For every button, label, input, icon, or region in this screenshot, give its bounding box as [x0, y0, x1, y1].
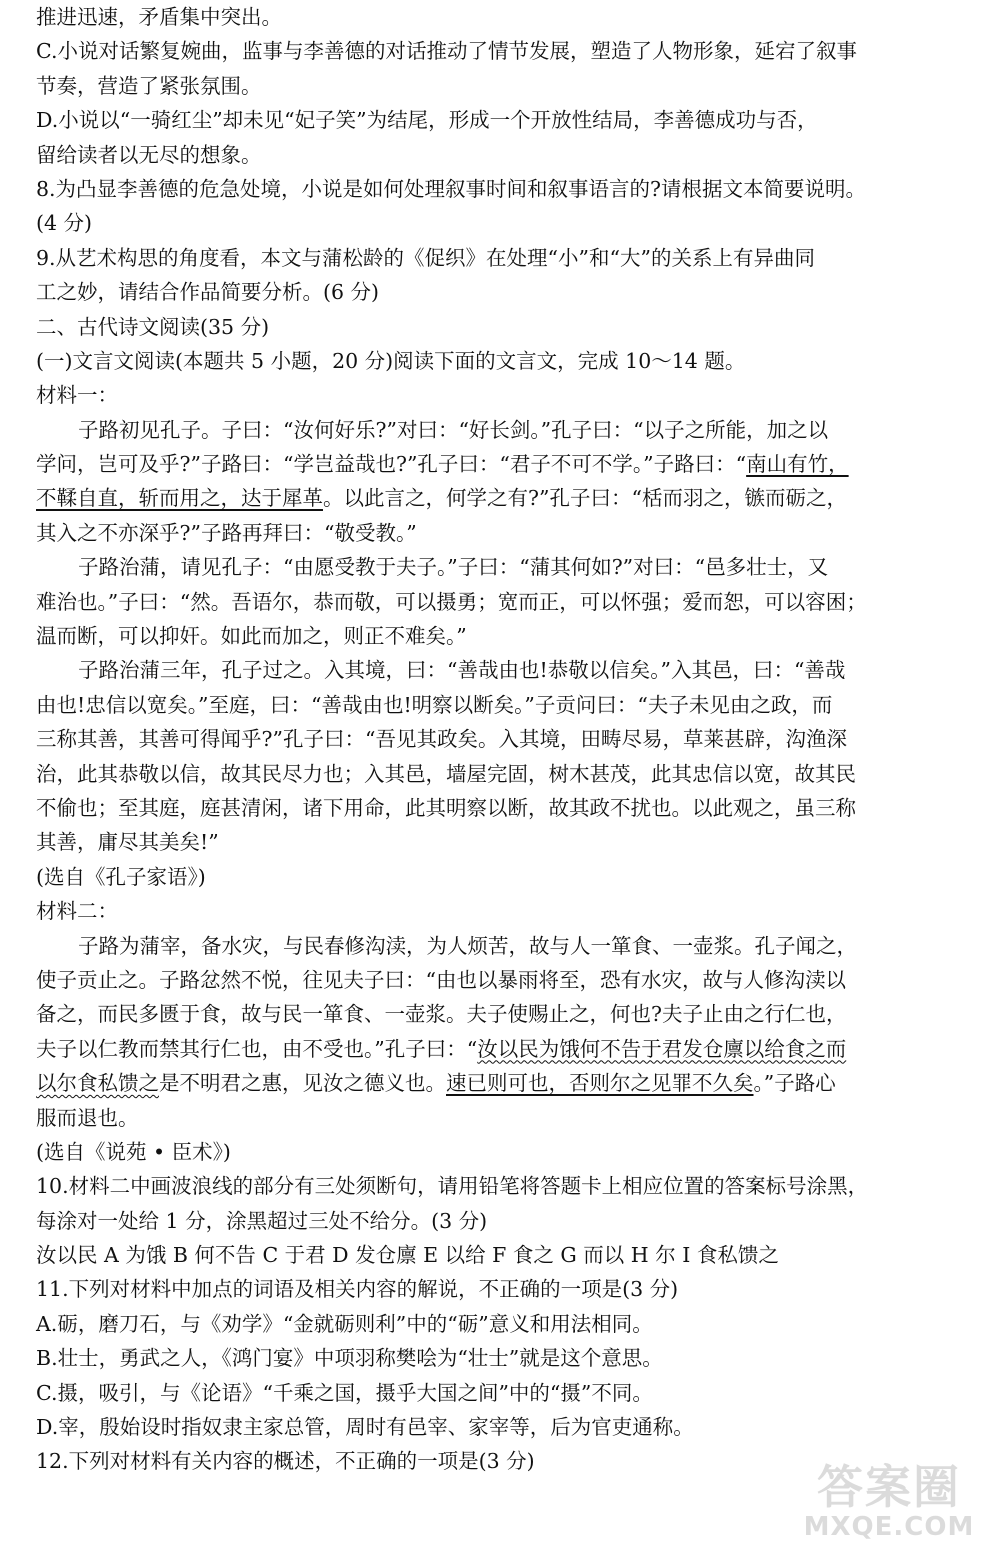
- text-line: 每涂对一处给 1 分，涂黑超过三处不给分。(3 分): [36, 1208, 488, 1233]
- watermark-text: 答案圈: [817, 1460, 961, 1514]
- passage-text: 学问，岂可及乎?”子路曰：“学岂益哉也?”孔子曰：“君子不可不学。”子路曰：“: [36, 452, 747, 477]
- section-heading: 二、古代诗文阅读(35 分): [36, 314, 270, 339]
- question-11: 11.下列对材料中加点的词语及相关内容的解说，不正确的一项是(3 分): [36, 1277, 679, 1302]
- passage-line: [36, 447, 964, 481]
- passage-line: [36, 481, 964, 515]
- passage-line: 子路治蒲三年，孔子过之。入其境，曰：“善哉由也!恭敬以信矣。”入其邑，曰：“善哉: [78, 658, 846, 683]
- passage-line: 其善，庸尽其美矣!”: [36, 830, 219, 855]
- document-page: [36, 0, 964, 1479]
- watermark-logo: [786, 1462, 992, 1546]
- option-c-line: C.小说对话繁复婉曲，监事与李善德的对话推动了情节发展，塑造了人物形象，延宕了叙事: [36, 39, 857, 64]
- source-citation: (选自《说苑 • 臣术》): [36, 1139, 231, 1164]
- question-8: 8.为凸显李善德的危急处境，小说是如何处理叙事时间和叙事语言的?请根据文本简要说明。: [36, 176, 867, 201]
- passage-line: 服而退也。: [36, 1105, 139, 1130]
- passage-line: 难治也。”子曰：“然。吾语尔，恭而敬，可以摄勇；宽而正，可以怀强；爱而恕，可以容困；: [36, 589, 867, 614]
- passage-line: 温而断，可以抑奸。如此而加之，则正不难矣。”: [36, 624, 467, 649]
- passage-line: [36, 1032, 964, 1066]
- underlined-text: 南山有竹，: [746, 452, 849, 477]
- wavy-underlined-text: 以尔食私馈之: [36, 1071, 159, 1096]
- passage-line: 三称其善，其善可得闻乎?”孔子曰：“吾见其政矣。入其境，田畴尽易，草莱甚辟，沟渔深: [36, 727, 847, 752]
- text-line: 节奏，营造了紧张氛围。: [36, 73, 262, 98]
- question-8-score: (4 分): [36, 211, 93, 236]
- underlined-text: 速已则可也，否则尔之见罪不久矣: [446, 1071, 754, 1096]
- wavy-underlined-text: 汝以民为饿何不告于君发仓廪以给食之而: [477, 1036, 847, 1061]
- question-9: 9.从艺术构思的角度看，本文与蒲松龄的《促织》在处理“小”和“大”的关系上有异曲同: [36, 245, 815, 270]
- subsection-heading: (一)文言文阅读(本题共 5 小题，20 分)阅读下面的文言文，完成 10～14 题。: [36, 348, 746, 373]
- question-10: 10.材料二中画波浪线的部分有三处须断句，请用铅笔将答题卡上相应位置的答案标号涂黑，: [36, 1174, 869, 1199]
- passage-line: 使子贡止之。子路忿然不悦，往见夫子曰：“由也以暴雨将至，恐有水灾，故与人修沟渎以: [36, 967, 846, 992]
- passage-text: 是不明君之惠，见汝之德义也。: [159, 1071, 446, 1096]
- passage-line: 子路为蒲宰，备水灾，与民春修沟渎，为人烦苦，故与人一箪食、一壶浆。孔子闻之，: [78, 933, 857, 958]
- passage-line: 由也!忠信以宽矣。”至庭，曰：“善哉由也!明察以断矣。”子贡问曰：“夫子未见由之政，而: [36, 692, 833, 717]
- material-two-label: 材料二：: [36, 899, 118, 924]
- passage-line: 子路初见孔子。子曰：“汝何好乐?”对曰：“好长剑。”孔子曰：“以子之所能，加之以: [78, 417, 829, 442]
- question-11-option-c: C.摄，吸引，与《论语》“千乘之国，摄乎大国之间”中的“摄”不同。: [36, 1380, 653, 1405]
- question-11-option-b: B.壮士，勇武之人，《鸿门宴》中项羽称樊哙为“壮士”就是这个意思。: [36, 1346, 663, 1371]
- passage-line: 治，此其恭敬以信，故其民尽力也；入其邑，墙屋完固，树木甚茂，此其忠信以宽，故其民: [36, 761, 856, 786]
- passage-line: 备之，而民多匮于食，故与民一箪食、一壶浆。夫子使赐止之，何也?夫子止由之行仁也，: [36, 1002, 847, 1027]
- text-line: 推进迅速，矛盾集中突出。: [36, 5, 282, 29]
- text-line: 工之妙，请结合作品简要分析。(6 分): [36, 280, 380, 305]
- text-line: 留给读者以无尽的想象。: [36, 142, 262, 167]
- question-12: 12.下列对材料有关内容的概述，不正确的一项是(3 分): [36, 1449, 535, 1474]
- watermark-url: MXQE.COM: [803, 1512, 975, 1542]
- underlined-text: 不鞣自直，斩而用之，达于犀革: [36, 486, 323, 511]
- option-d-line: D.小说以“一骑红尘”却未见“妃子笑”为结尾，形成一个开放性结局，李善德成功与否，: [36, 108, 818, 133]
- passage-line: 子路治蒲，请见孔子：“由愿受教于夫子。”子曰：“蒲其何如?”对曰：“邑多壮士，又: [78, 555, 829, 580]
- source-citation: (选自《孔子家语》): [36, 864, 206, 889]
- passage-text: 夫子以仁教而禁其行仁也，由不受也。”孔子曰：“: [36, 1036, 478, 1061]
- question-11-option-a: A.砺，磨刀石，与《劝学》“金就砺则利”中的“砺”意义和用法相同。: [36, 1311, 653, 1336]
- material-one-label: 材料一：: [36, 383, 118, 408]
- passage-line: [36, 1066, 964, 1100]
- passage-line: 其入之不亦深乎?”子路再拜曰：“敬受教。”: [36, 520, 417, 545]
- question-11-option-d: D.宰，殷始设时指奴隶主家总管，周时有邑宰、家宰等，后为官吏通称。: [36, 1415, 694, 1440]
- passage-line: 不偷也；至其庭，庭甚清闲，诸下用命，此其明察以断，故其政不扰也。以此观之，虽三称: [36, 795, 856, 820]
- passage-text: 。”子路心: [753, 1071, 836, 1096]
- question-10-options: 汝以民 A 为饿 B 何不告 C 于君 D 发仓廪 E 以给 F 食之 G 而以 H 尔 I 食私馈之: [36, 1243, 779, 1268]
- passage-text: 。以此言之，何学之有?”孔子曰：“栝而羽之，镞而砺之，: [323, 486, 847, 511]
